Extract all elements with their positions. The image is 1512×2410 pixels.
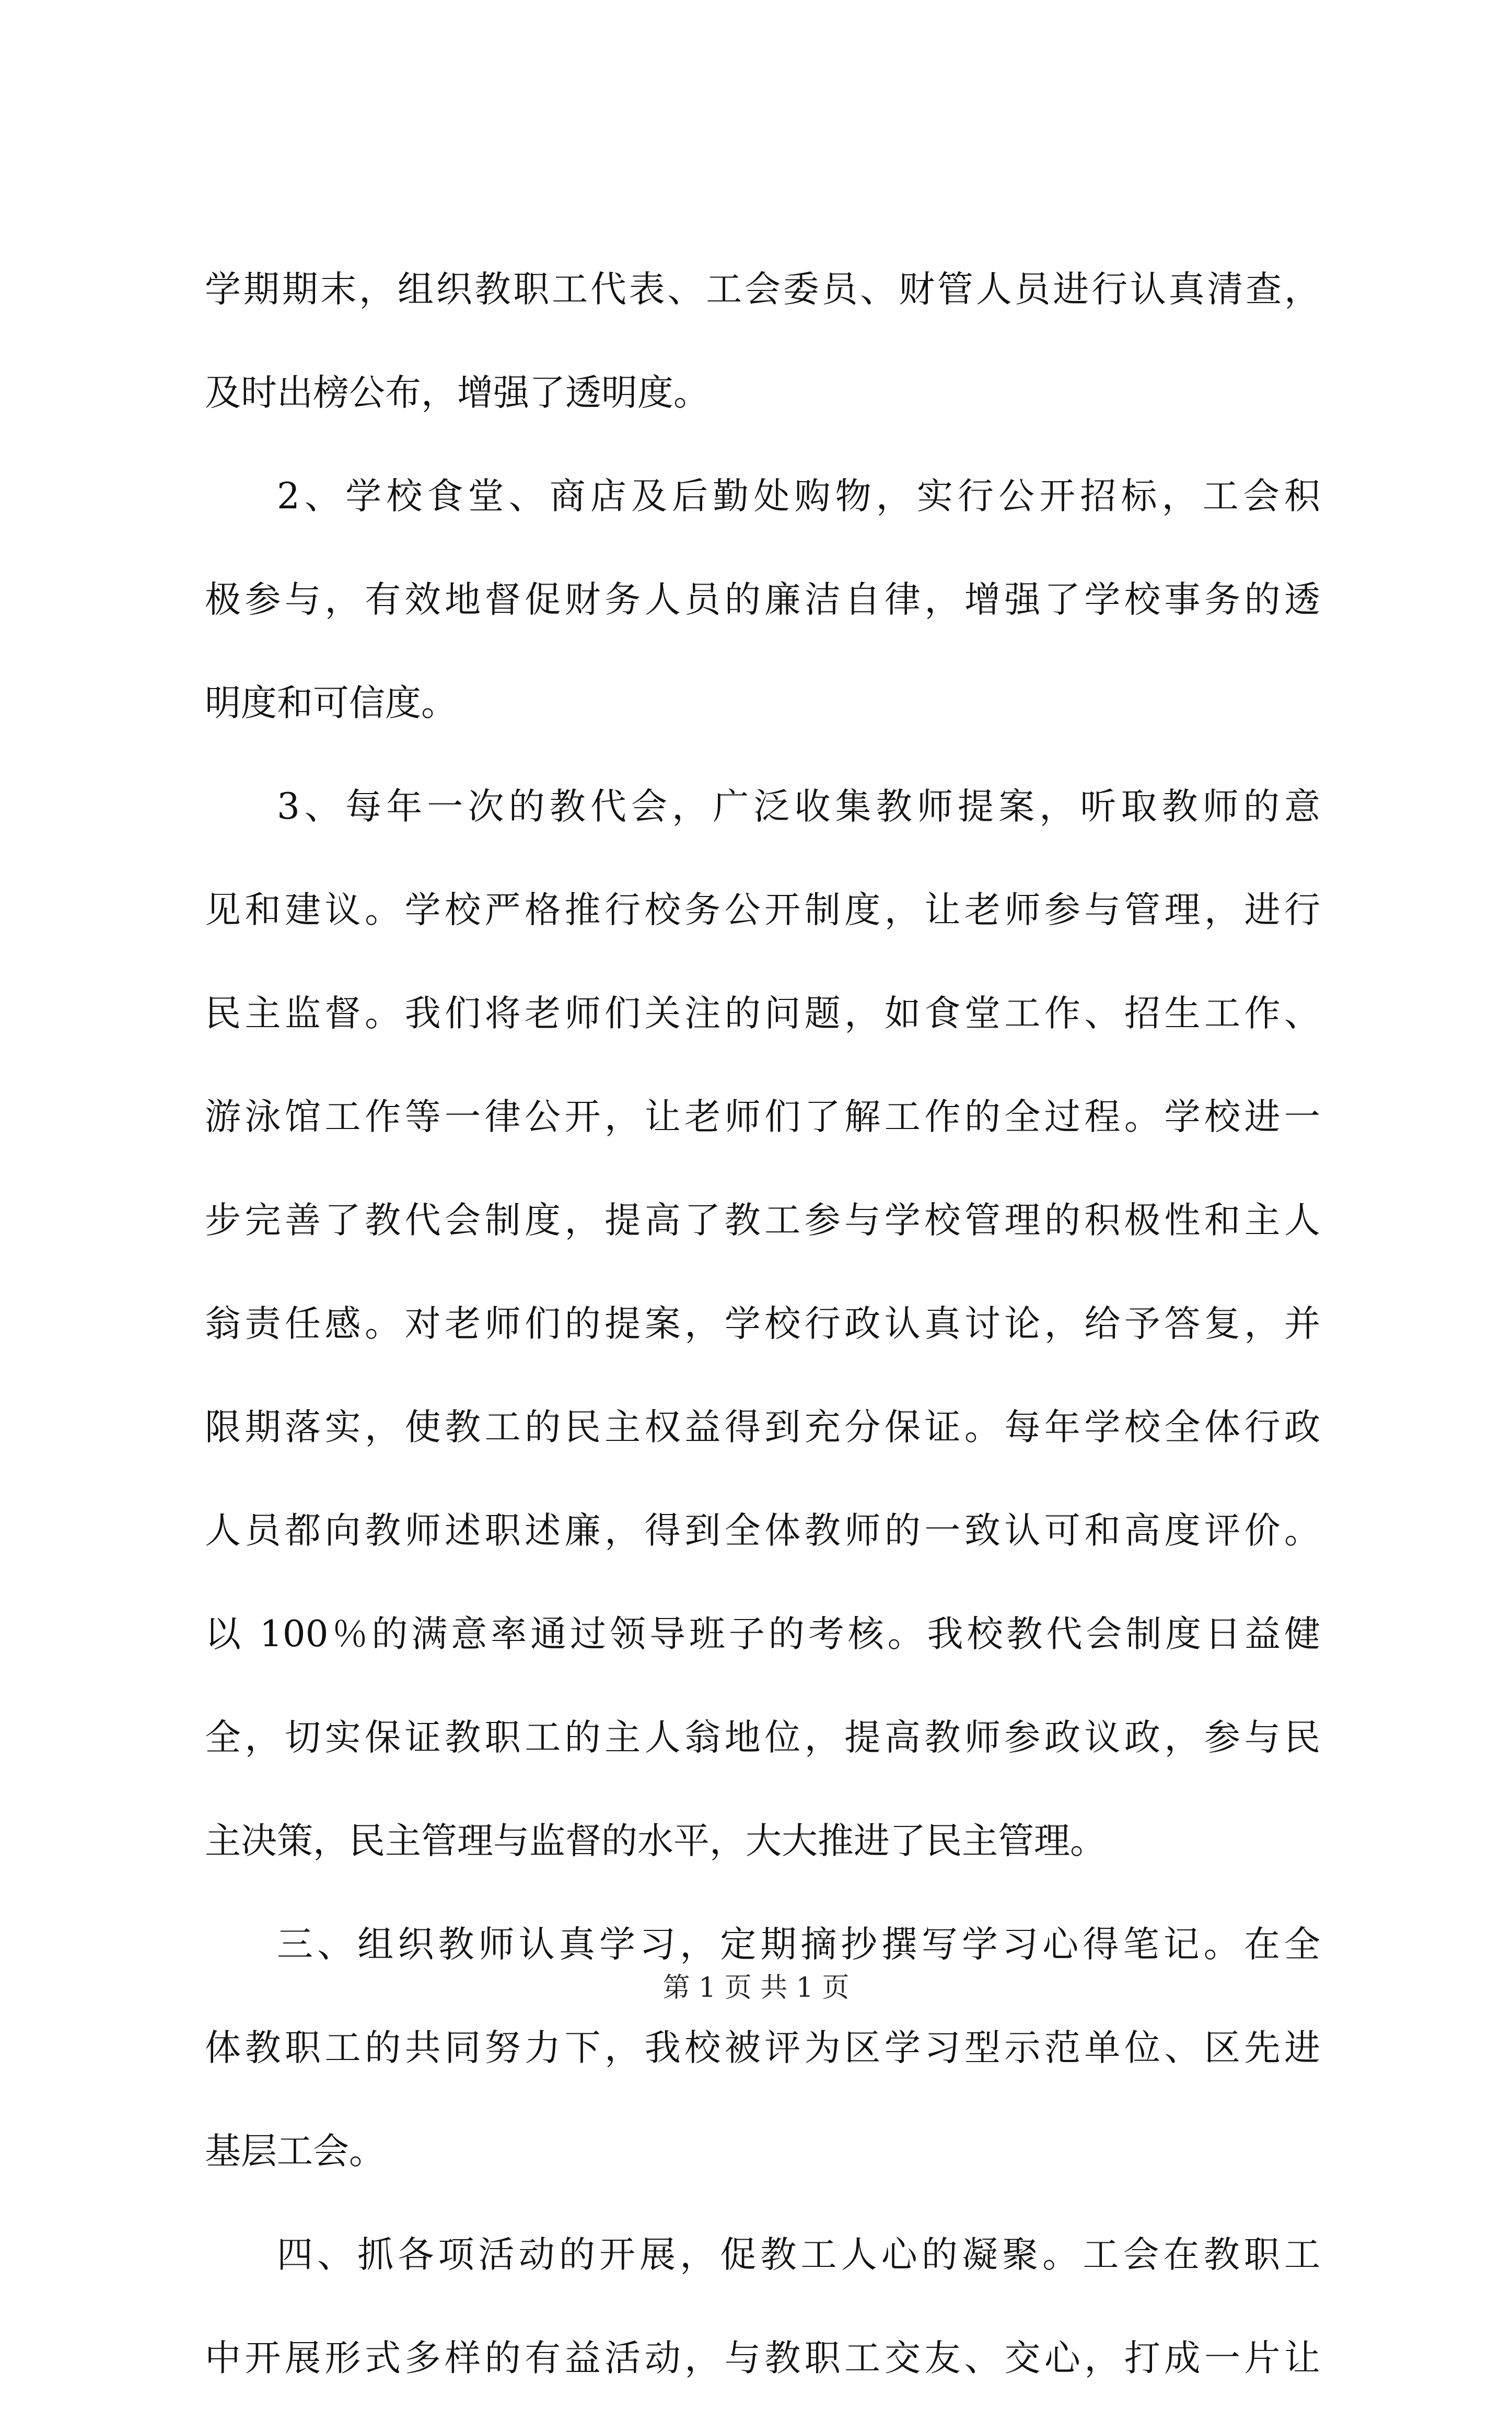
- text-line: 见和建议。学校严格推行校务公开制度，让老师参与管理，进行: [205, 889, 1320, 931]
- text-line: 基层工会。: [205, 2130, 385, 2172]
- section-four-heading-line: 四、抓各项活动的开展，促教工人心的凝聚。工会在教职工: [277, 2234, 1320, 2276]
- paragraph-3-first-line: 3、每年一次的教代会，广泛收集教师提案，听取教师的意: [277, 786, 1320, 828]
- text-line: 民主监督。我们将老师们关注的问题，如食堂工作、招生工作、: [205, 993, 1320, 1034]
- text-line: 学期期末，组织教职工代表、工会委员、财管人员进行认真清查，: [205, 269, 1320, 310]
- text-line: 及时出榜公布，增强了透明度。: [205, 372, 710, 414]
- text-line: 人员都向教师述职述廉，得到全体教师的一致认可和高度评价。: [205, 1510, 1320, 1552]
- text-line: 以 100％的满意率通过领导班子的考核。我校教代会制度日益健: [205, 1613, 1320, 1655]
- section-three-heading-line: 三、组织教师认真学习，定期摘抄撰写学习心得笔记。在全: [277, 1924, 1320, 1965]
- paragraph-2-first-line: 2、学校食堂、商店及后勤处购物，实行公开招标，工会积: [277, 475, 1320, 517]
- text-line: 步完善了教代会制度，提高了教工参与学校管理的积极性和主人: [205, 1200, 1320, 1241]
- text-line: 明度和可信度。: [205, 682, 457, 724]
- page-footer: 第 1 页 共 1 页: [662, 1972, 850, 2004]
- text-line: 极参与，有效地督促财务人员的廉洁自律，增强了学校事务的透: [205, 579, 1320, 621]
- text-line: 体教职工的共同努力下，我校被评为区学习型示范单位、区先进: [205, 2027, 1320, 2069]
- text-line: 主决策，民主管理与监督的水平，大大推进了民主管理。: [205, 1820, 1106, 1862]
- text-line: 中开展形式多样的有益活动，与教职工交友、交心，打成一片让: [205, 2337, 1320, 2379]
- text-line: 游泳馆工作等一律公开，让老师们了解工作的全过程。学校进一: [205, 1096, 1320, 1138]
- text-line: 限期落实，使教工的民主权益得到充分保证。每年学校全体行政: [205, 1406, 1320, 1448]
- text-line: 全，切实保证教职工的主人翁地位，提高教师参政议政，参与民: [205, 1717, 1320, 1759]
- text-line: 翁责任感。对老师们的提案，学校行政认真讨论，给予答复，并: [205, 1303, 1320, 1345]
- document-body: [205, 238, 1320, 2410]
